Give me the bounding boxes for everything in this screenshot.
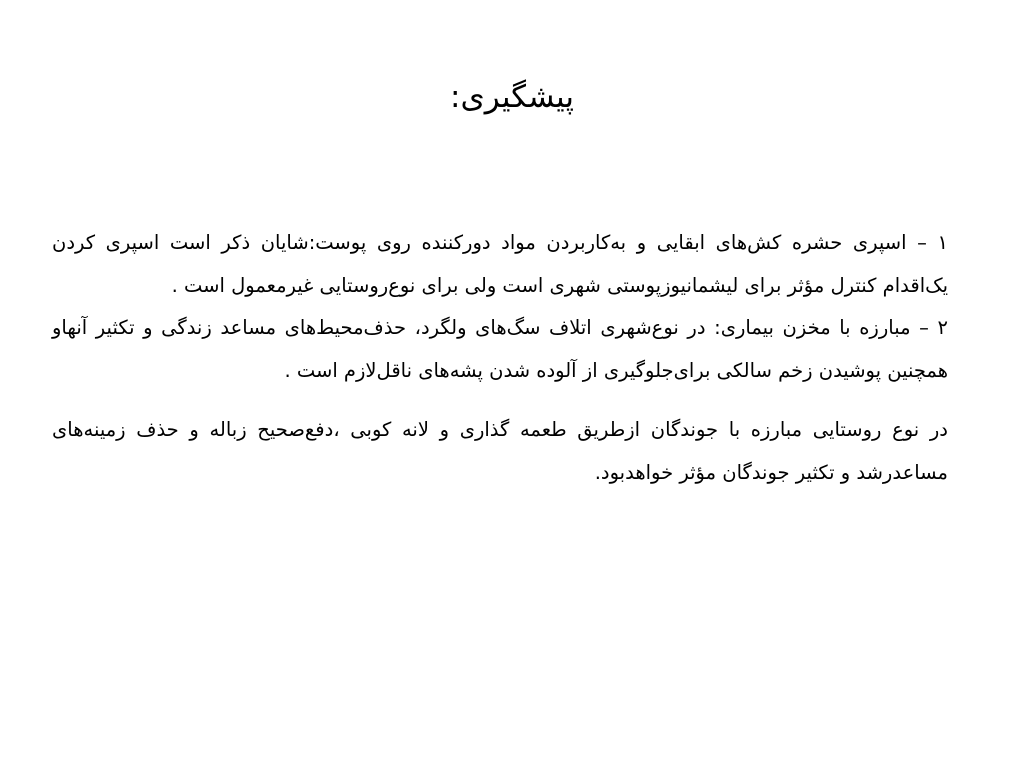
- slide-title: پیشگیری:: [450, 79, 574, 115]
- slide-body: [52, 222, 948, 494]
- paragraph-reservoir-control: ۲ – مبارزه با مخزن بیماری: در نوع‌شهری اتلاف سگ‌های ولگرد، حذف‌محیط‌های مساعد زندگی و تکثیر آنهاو همچنین پوشیدن زخم سالکی برای‌جلوگیری از آلوده شدن پشه‌های ناقل‌لازم است .: [52, 316, 948, 382]
- paragraph-spraying: ۱ – اسپری حشره کش‌های ابقایی و به‌کاربردن مواد دورکننده روی پوست:شایان ذکر است اسپری کردن یک‌اقدام کنترل مؤثر برای لیشمانیوزپوستی شهری است ولی برای نوع‌روستایی غیرمعمول است .: [52, 231, 948, 297]
- paragraph-rural-rodent-control: در نوع روستایی مبارزه با جوندگان ازطریق طعمه گذاری و لانه کوبی ،دفع‌صحیح زباله و حذف زمینه‌های مساعدرشد و تکثیر جوندگان مؤثر خواهدبود.: [52, 418, 948, 484]
